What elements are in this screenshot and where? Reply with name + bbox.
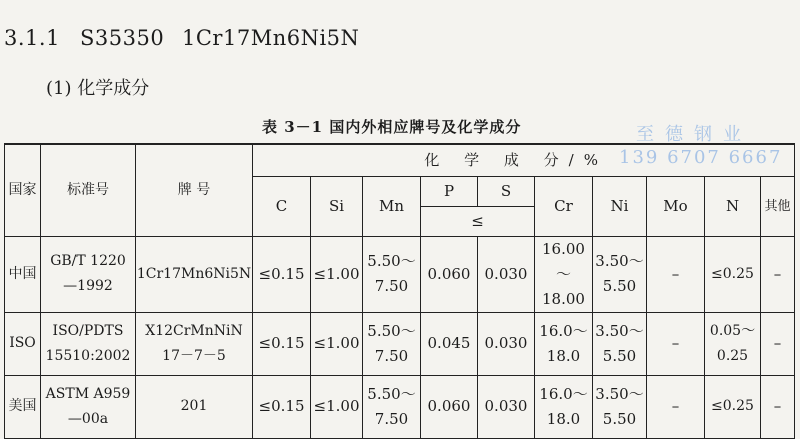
cell-country: 美国 xyxy=(5,375,41,438)
header-Si: Si xyxy=(311,176,363,236)
header-le-symbol: ≤ xyxy=(421,206,535,236)
subheading: (1) 化学成分 xyxy=(46,78,150,99)
header-Mn: Mn xyxy=(363,176,421,236)
header-standard: 标准号 xyxy=(41,144,136,236)
cell-Ni: 3.50～ 5.50 xyxy=(593,375,647,438)
header-country: 国家 xyxy=(5,144,41,236)
cell-Ni: 3.50～ 5.50 xyxy=(593,312,647,375)
watermark-phone: 139 6707 6667 xyxy=(619,147,783,168)
cell-Mn: 5.50～ 7.50 xyxy=(363,236,421,312)
header-grade: 牌 号 xyxy=(136,144,253,236)
steel-grade: 1Cr17Mn6Ni5N xyxy=(182,26,360,50)
cell-Cr: 16.0～ 18.0 xyxy=(535,312,593,375)
table-row xyxy=(5,236,795,312)
cell-Mo: – xyxy=(647,312,705,375)
cell-Cr: 16.0～ 18.0 xyxy=(535,375,593,438)
cell-grade: X12CrMnNiN 17－7－5 xyxy=(136,312,253,375)
cell-P: 0.060 xyxy=(421,375,478,438)
header-Mo: Mo xyxy=(647,176,705,236)
cell-Si: ≤1.00 xyxy=(311,375,363,438)
cell-S: 0.030 xyxy=(478,375,535,438)
header-N: N xyxy=(705,176,761,236)
cell-N: 0.05～ 0.25 xyxy=(705,312,761,375)
cell-Mo: – xyxy=(647,236,705,312)
header-composition: 化 学 成 分/% xyxy=(253,144,795,176)
cell-Ni: 3.50～ 5.50 xyxy=(593,236,647,312)
cell-other: – xyxy=(761,236,795,312)
cell-Cr: 16.00～ 18.00 xyxy=(535,236,593,312)
composition-table xyxy=(4,143,795,439)
header-other: 其他 xyxy=(761,176,795,236)
header-C: C xyxy=(253,176,311,236)
watermark-company: 至德钢业 xyxy=(636,124,752,145)
section-heading xyxy=(4,26,359,50)
table-caption: 表 3－1 国内外相应牌号及化学成分 xyxy=(262,118,522,136)
cell-P: 0.060 xyxy=(421,236,478,312)
header-Cr: Cr xyxy=(535,176,593,236)
cell-Si: ≤1.00 xyxy=(311,312,363,375)
cell-grade: 1Cr17Mn6Ni5N xyxy=(136,236,253,312)
cell-S: 0.030 xyxy=(478,312,535,375)
cell-N: ≤0.25 xyxy=(705,375,761,438)
table-row xyxy=(5,375,795,438)
cell-country: ISO xyxy=(5,312,41,375)
cell-C: ≤0.15 xyxy=(253,375,311,438)
cell-standard: GB/T 1220 —1992 xyxy=(41,236,136,312)
header-P: P xyxy=(421,176,478,206)
cell-Mn: 5.50～ 7.50 xyxy=(363,312,421,375)
cell-standard: ASTM A959 —00a xyxy=(41,375,136,438)
cell-Si: ≤1.00 xyxy=(311,236,363,312)
unified-code: S35350 xyxy=(80,26,165,50)
cell-grade: 201 xyxy=(136,375,253,438)
cell-N: ≤0.25 xyxy=(705,236,761,312)
header-Ni: Ni xyxy=(593,176,647,236)
cell-P: 0.045 xyxy=(421,312,478,375)
table-row xyxy=(5,312,795,375)
cell-other: – xyxy=(761,312,795,375)
cell-standard: ISO/PDTS 15510:2002 xyxy=(41,312,136,375)
cell-Mo: – xyxy=(647,375,705,438)
cell-C: ≤0.15 xyxy=(253,236,311,312)
cell-other: – xyxy=(761,375,795,438)
cell-Mn: 5.50～ 7.50 xyxy=(363,375,421,438)
cell-C: ≤0.15 xyxy=(253,312,311,375)
header-S: S xyxy=(478,176,535,206)
cell-country: 中国 xyxy=(5,236,41,312)
cell-S: 0.030 xyxy=(478,236,535,312)
section-number: 3.1.1 xyxy=(4,26,60,50)
